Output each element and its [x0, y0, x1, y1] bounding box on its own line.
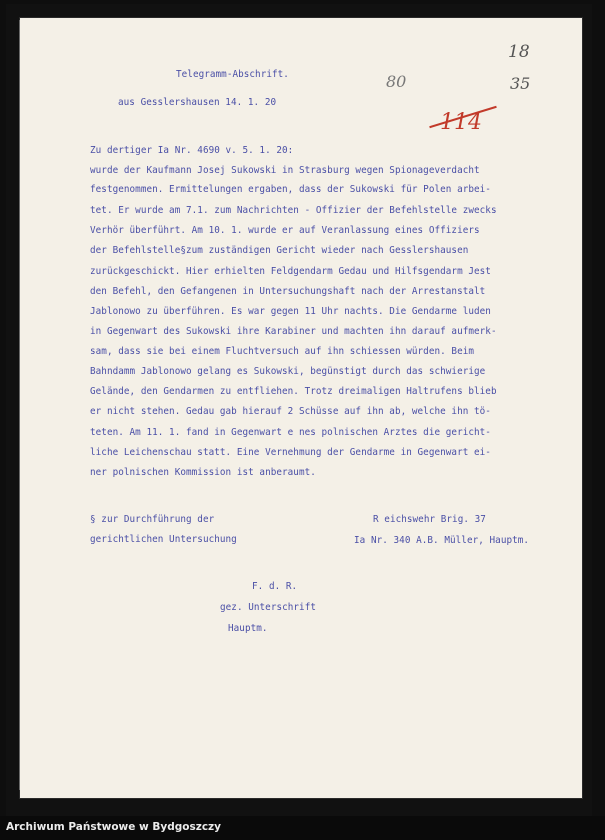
body-line: Jablonowo zu überführen. Es war gegen 11 Uhr nachts. Die Gendarme luden: [90, 306, 491, 317]
body-line: liche Leichenschau statt. Eine Vernehmung der Gendarme in Gegenwart ei-: [90, 447, 491, 458]
body-line: den Befehl, den Gefangenen in Untersuchungshaft nach der Arrestanstalt: [90, 286, 486, 297]
body-line: in Gegenwart des Sukowski ihre Karabiner und machten ihn darauf aufmerk-: [90, 326, 497, 337]
archive-name: Archiwum Państwowe w Bydgoszczy: [6, 821, 221, 833]
body-line: zurückgeschickt. Hier erhielten Feldgendarm Gedau und Hilfsgendarm Jest: [90, 266, 491, 277]
closing-signature: gez. Unterschrift: [220, 602, 317, 613]
document-title: Telegramm-Abschrift.: [176, 69, 289, 80]
body-line: Bahndamm Jablonowo gelang es Sukowski, begünstigt durch das schwierige: [90, 366, 486, 377]
closing-fdr: F. d. R.: [252, 581, 298, 592]
body-line: tet. Er wurde am 7.1. zum Nachrichten - Offizier der Befehlstelle zwecks: [90, 205, 497, 216]
sender-reference: Ia Nr. 340 A.B. Müller, Hauptm.: [354, 535, 530, 546]
footnote-line-1: § zur Durchführung der: [90, 514, 215, 525]
footnote-line-2: gerichtlichen Untersuchung: [90, 534, 237, 545]
body-line: der Befehlstelle§zum zuständigen Gericht wieder nach Gesslershausen: [90, 245, 469, 256]
red-folio-number: 114: [440, 110, 482, 135]
closing-rank: Hauptm.: [228, 623, 268, 634]
body-line: ner polnischen Kommission ist anberaumt.: [90, 467, 316, 478]
origin-line: aus Gesslershausen 14. 1. 20: [118, 97, 277, 108]
page-edge: [19, 20, 20, 790]
body-line: Verhör überführt. Am 10. 1. wurde er auf Veranlassung eines Offiziers: [90, 225, 480, 236]
archive-number-2: 35: [510, 74, 531, 93]
body-line: festgenommen. Ermittelungen ergaben, dass der Sukowski für Polen arbei-: [90, 184, 491, 195]
pencil-mark: 80: [386, 72, 407, 91]
archive-number: 18: [508, 42, 530, 62]
body-line: Zu dertiger Ia Nr. 4690 v. 5. 1. 20:: [90, 145, 294, 156]
sender-unit: R eichswehr Brig. 37: [373, 514, 486, 525]
body-line: sam, dass sie bei einem Fluchtversuch auf ihn schiessen würden. Beim: [90, 346, 475, 357]
body-line: Gelände, den Gendarmen zu entfliehen. Trotz dreimaligen Haltrufens blieb: [90, 386, 497, 397]
body-line: teten. Am 11. 1. fand in Gegenwart e nes polnischen Arztes die gericht-: [90, 427, 491, 438]
body-line: wurde der Kaufmann Josej Sukowski in Strasburg wegen Spionageverdacht: [90, 165, 480, 176]
body-line: er nicht stehen. Gedau gab hierauf 2 Schüsse auf ihn ab, welche ihn tö-: [90, 406, 491, 417]
